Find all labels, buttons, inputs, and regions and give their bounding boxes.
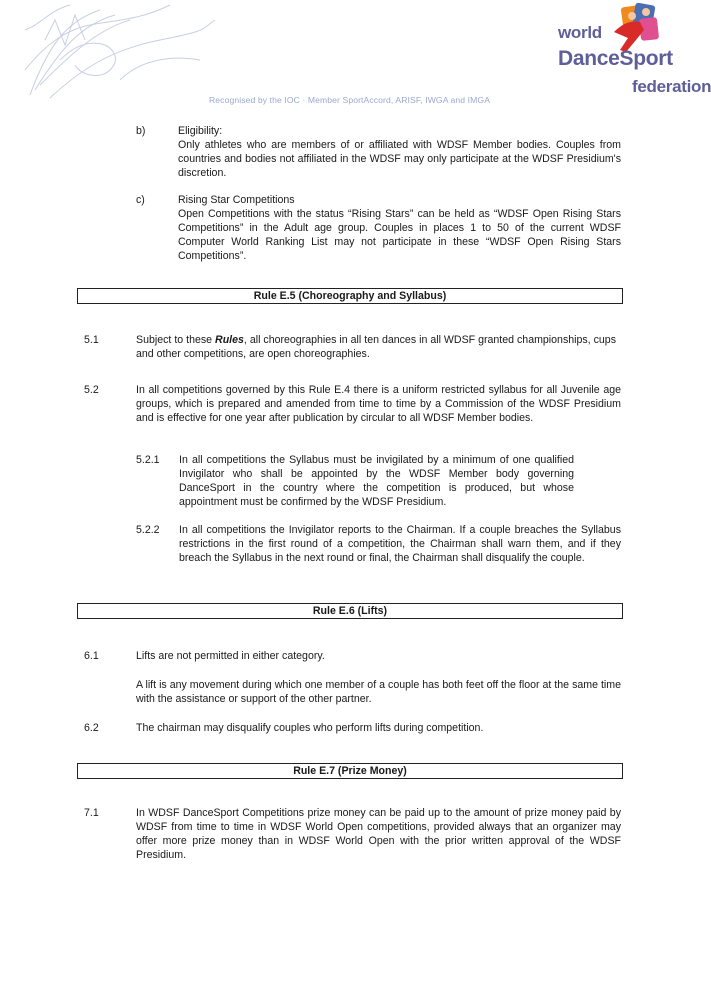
section-b-title: Eligibility:: [178, 125, 223, 137]
paragraph-6-1-text: Lifts are not permitted in either category.: [136, 650, 325, 662]
paragraph-5-2-2-text: In all competitions the Invigilator reports to the Chairman. If a couple breaches the Syllabus restrictions in the first round of a competition, the Chairman shall warn them, and if they breach the Syllabus in the next round or final, the Chairman shall disqualify the couple.: [179, 524, 621, 564]
paragraph-5-1-number: 5.1: [84, 334, 99, 346]
watermark-lines-graphic: [20, 0, 220, 100]
section-c-title: Rising Star Competitions: [178, 194, 295, 206]
rule-e7-heading: Rule E.7 (Prize Money): [77, 763, 623, 779]
paragraph-5-1-text: [136, 333, 616, 361]
section-b-label: b): [136, 125, 146, 137]
recognition-line: Recognised by the IOC · Member SportAccord, ARISF, IWGA and IMGA: [209, 95, 491, 105]
paragraph-5-2-1-text: In all competitions the Syllabus must be invigilated by a minimum of one qualified Invigilator who shall be appointed by the WDSF Member body governing DanceSport in the country where the competition is produced, but whose appointment must be confirmed by the WDSF Presidium.: [179, 454, 574, 508]
paragraph-6-1-number: 6.1: [84, 650, 99, 662]
paragraph-6-1-definition-text: A lift is any movement during which one member of a couple has both feet off the floor at the same time with the assistance or support of the other partner.: [136, 679, 621, 705]
rules-emphasis: Rules: [215, 334, 244, 346]
paragraph-5-1-text-end: , all choreographies in all ten dances in all WDSF granted championships, cups and other competitions, are open choreographies.: [136, 334, 616, 360]
paragraph-5-2-2-number: 5.2.2: [136, 524, 160, 536]
paragraph-6-2-text: The chairman may disqualify couples who perform lifts during competition.: [136, 722, 484, 734]
paragraph-7-1-text: In WDSF DanceSport Competitions prize money can be paid up to the amount of prize money paid by WDSF from time to time in WDSF World Open competitions, provided always that an organizer may offer more prize money than in WDSF World Open with the prior written approval of the WDSF Presidium.: [136, 807, 621, 861]
paragraph-5-1-text-start: Subject to these: [136, 334, 216, 346]
section-c-rising-stars: [136, 193, 621, 265]
rule-e5-heading: Rule E.5 (Choreography and Syllabus): [77, 288, 623, 304]
paragraph-5-2-number: 5.2: [84, 384, 99, 396]
logo-federation-text: federation: [632, 77, 711, 96]
paragraph-5-2-1-number: 5.2.1: [136, 454, 160, 466]
paragraph-7-1-number: 7.1: [84, 807, 99, 819]
logo-dancesport-text: DanceSport: [558, 47, 673, 70]
rule-e6-heading: Rule E.6 (Lifts): [77, 603, 623, 619]
logo-world-text: world: [558, 23, 602, 42]
section-c-label: c): [136, 194, 145, 206]
paragraph-5-2-text: In all competitions governed by this Rule E.4 there is a uniform restricted syllabus for all Juvenile age groups, which is prepared and amended from time to time by a Commission of the WDSF Presidium and is effective for one year after publication by circular to all WDSF Member bodies.: [136, 384, 621, 424]
section-b-eligibility: [136, 124, 621, 180]
wdsf-logo: [556, 2, 711, 106]
section-c-body: Open Competitions with the status “Rising Stars” can be held as “WDSF Open Rising Stars Competitions” in the Adult age group. Couples in places 1 to 50 of the current WDSF Computer World Ranking List may not participate in these “WDSF Open Rising Stars Competitions”.: [178, 208, 621, 262]
paragraph-6-2-number: 6.2: [84, 722, 99, 734]
section-b-body: Only athletes who are members of or affiliated with WDSF Member bodies. Couples from countries and bodies not affiliated in the WDSF may only participate at the WDSF Presidium's discretion.: [178, 139, 621, 179]
